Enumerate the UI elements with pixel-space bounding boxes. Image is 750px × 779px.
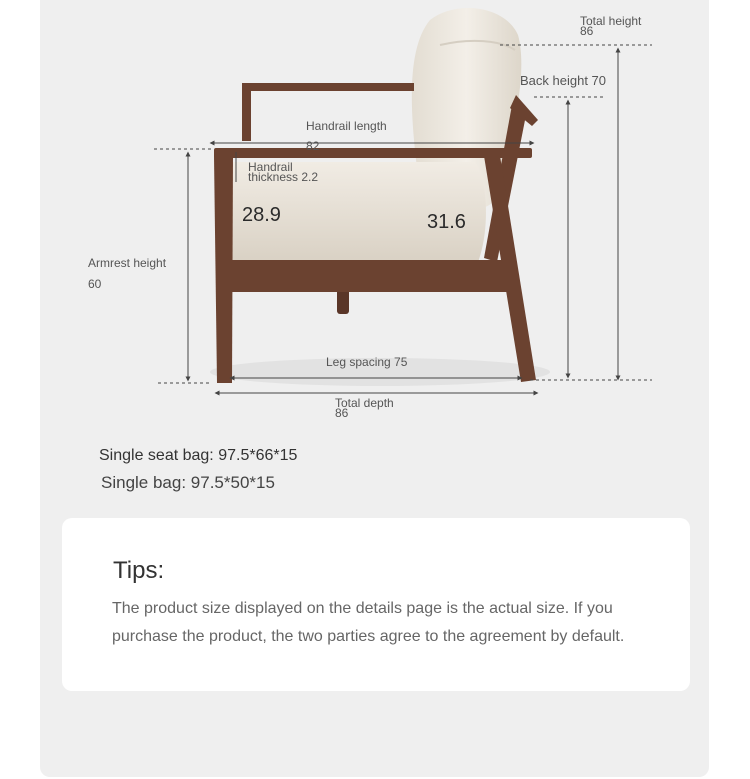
- tips-body: The product size displayed on the details page is the actual size. If you purchase the product, the two parties agree to the agreement by default.: [112, 600, 625, 645]
- total-depth-value: 86: [335, 406, 349, 420]
- handrail-thickness-label-2: thickness 2.2: [248, 170, 319, 184]
- single-seat-bag-spec: Single seat bag: 97.5*66*15: [99, 447, 298, 464]
- single-bag-spec: Single bag: 97.5*50*15: [101, 473, 275, 492]
- back-height-label: Back height 70: [520, 73, 607, 88]
- tips-title: Tips:: [113, 557, 165, 584]
- armrest-height-label: Armrest height: [88, 256, 167, 270]
- leg-spacing-label: Leg spacing 75: [326, 355, 408, 369]
- seat-rail: [228, 260, 508, 292]
- total-height-value: 86: [580, 24, 594, 38]
- total-depth-label: Total depth: [335, 396, 394, 410]
- handrail-thickness-label-1: Handrail: [248, 160, 293, 174]
- armrest-height-value: 60: [88, 277, 102, 291]
- rear-armrest: [242, 83, 414, 91]
- handrail-length-value: 82: [306, 139, 320, 153]
- total-height-label: Total height: [580, 14, 642, 28]
- seat-depth-right-value: 31.6: [427, 211, 466, 233]
- seat-depth-left-value: 28.9: [242, 204, 281, 226]
- handrail-length-label: Handrail length: [306, 119, 387, 133]
